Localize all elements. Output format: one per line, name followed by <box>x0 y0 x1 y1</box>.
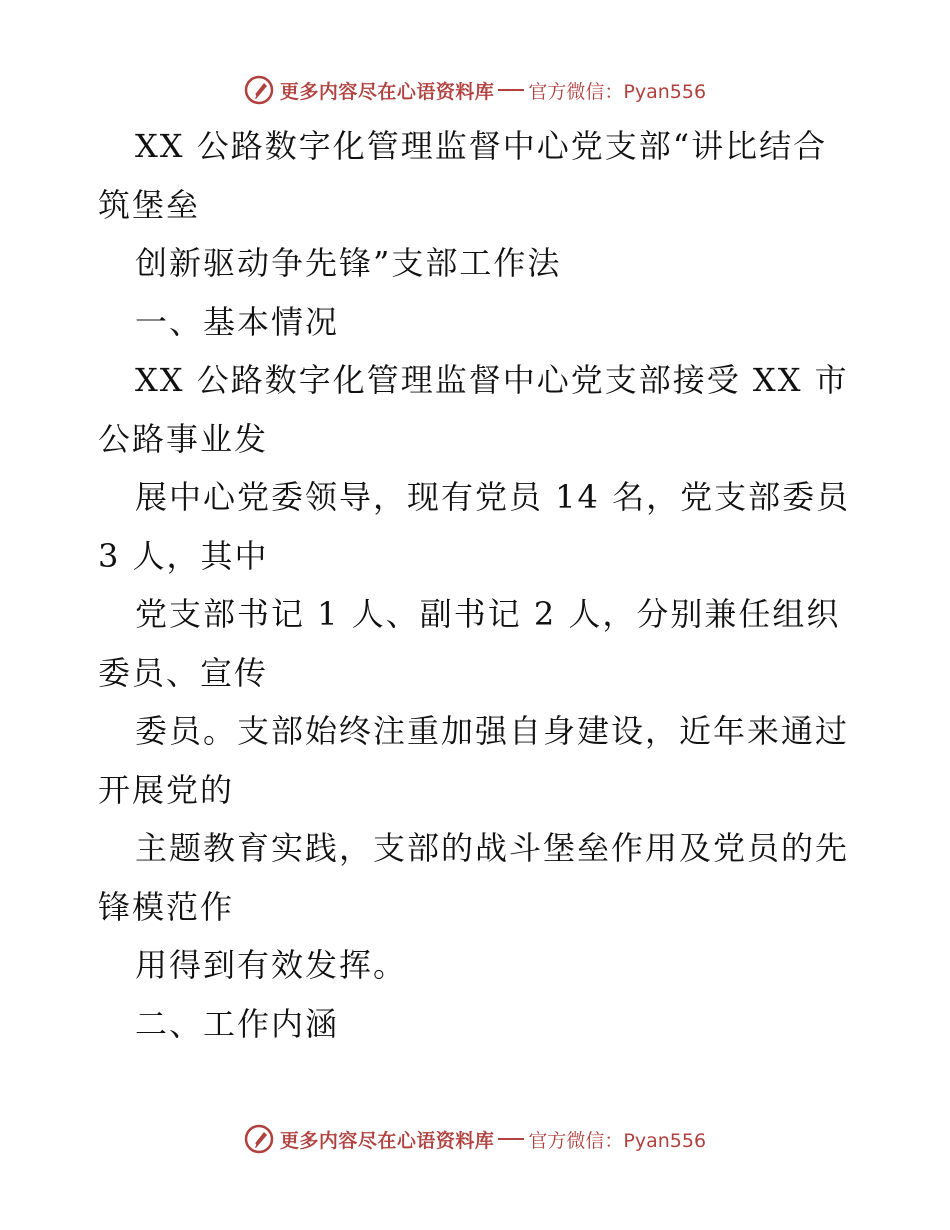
paragraph-line: 用得到有效发挥。 <box>135 946 408 984</box>
paragraph-line: 锋模范作 <box>98 887 235 926</box>
paragraph-line: 委员、宣传 <box>98 653 269 692</box>
paragraph-line: 展中心党委领导，现有党员 14 名，党支部委员 <box>135 478 851 516</box>
paragraph-line: 3 人，其中 <box>98 536 269 575</box>
section-heading: 二、工作内涵 <box>135 1004 340 1043</box>
watermark-sub-text: 官方微信：Pyan556 <box>528 1129 707 1152</box>
doc-title-line: 创新驱动争先锋”支部工作法 <box>135 244 562 282</box>
paragraph-line: 公路事业发 <box>98 419 269 458</box>
document-body <box>98 117 868 1053</box>
watermark-sub-text: 官方微信：Pyan556 <box>528 80 707 103</box>
paragraph-line: XX 公路数字化管理监督中心党支部接受 XX 市 <box>135 361 849 399</box>
paragraph-line: 开展党的 <box>98 770 235 809</box>
watermark-dash <box>498 1138 524 1140</box>
section-heading: 一、基本情况 <box>135 302 340 341</box>
watermark-main-text: 更多内容尽在心语资料库 <box>279 80 495 103</box>
ink-pen-icon <box>244 1124 274 1154</box>
footer-watermark <box>0 1119 950 1159</box>
paragraph-line: 委员。支部始终注重加强自身建设，近年来通过 <box>135 712 850 750</box>
doc-title-line: XX 公路数字化管理监督中心党支部“讲比结合 <box>135 127 828 165</box>
paragraph-line: 主题教育实践，支部的战斗堡垒作用及党员的先 <box>135 829 850 867</box>
paragraph-line: 党支部书记 1 人、副书记 2 人，分别兼任组织 <box>135 595 841 633</box>
ink-pen-icon <box>244 75 274 105</box>
watermark-dash <box>498 89 524 91</box>
doc-title-line: 筑堡垒 <box>98 185 201 224</box>
watermark-main-text: 更多内容尽在心语资料库 <box>279 1129 495 1152</box>
header-watermark <box>0 70 950 110</box>
